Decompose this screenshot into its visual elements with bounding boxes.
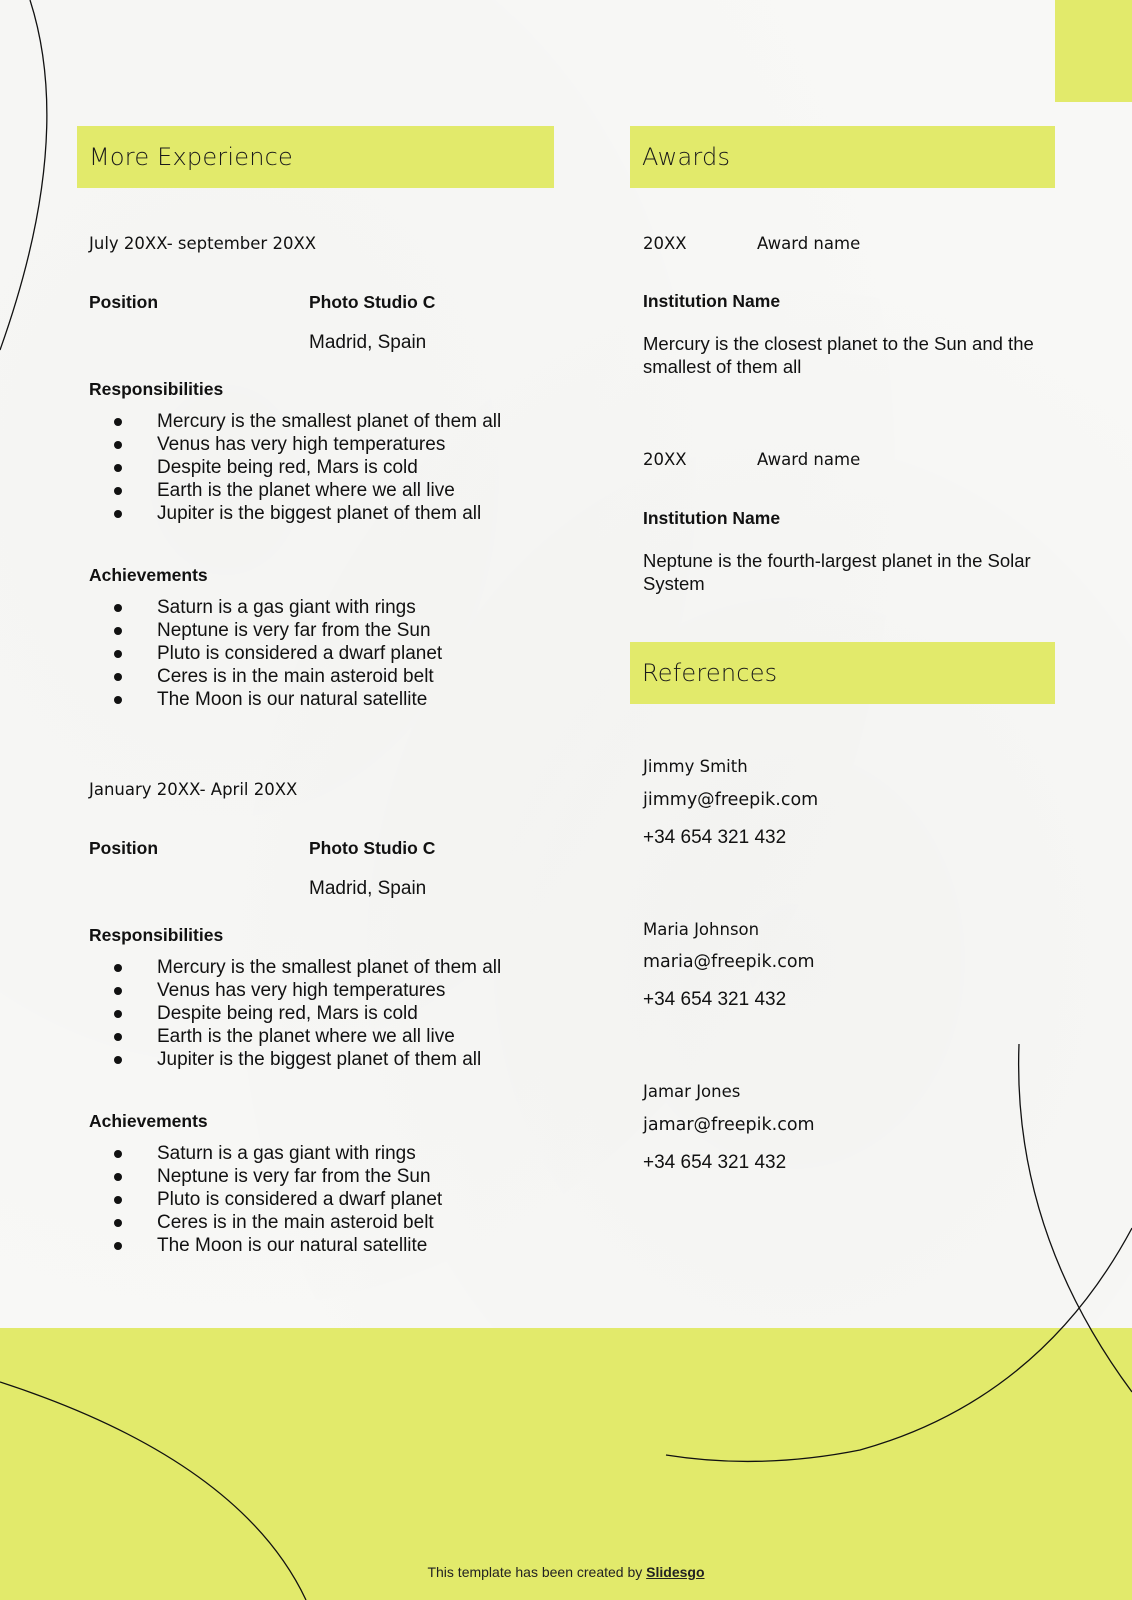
reference-1-email[interactable]: jimmy@freepik.com — [643, 790, 819, 810]
list-item: Neptune is very far from the Sun — [89, 1165, 442, 1188]
experience-2-responsibilities-list — [89, 956, 501, 1071]
award-2-institution: Institution Name — [643, 508, 781, 528]
list-item: Ceres is in the main asteroid belt — [89, 1211, 442, 1234]
corner-accent-block — [1055, 0, 1132, 102]
list-item: Mercury is the smallest planet of them all — [89, 956, 501, 979]
slidesgo-link[interactable]: Slidesgo — [646, 1564, 705, 1580]
list-item: The Moon is our natural satellite — [89, 1234, 442, 1257]
experience-2-location: Madrid, Spain — [309, 878, 427, 899]
experience-1-company: Photo Studio C — [309, 292, 436, 312]
reference-1-phone: +34 654 321 432 — [643, 827, 787, 848]
experience-1-location: Madrid, Spain — [309, 332, 427, 353]
list-item: Earth is the planet where we all live — [89, 1025, 501, 1048]
experience-2-achievements-label: Achievements — [89, 1111, 208, 1131]
references-header — [630, 642, 1055, 704]
awards-title: Awards — [642, 143, 731, 171]
reference-3-phone: +34 654 321 432 — [643, 1152, 787, 1173]
list-item: Ceres is in the main asteroid belt — [89, 665, 442, 688]
experience-2-company: Photo Studio C — [309, 838, 436, 858]
experience-1-responsibilities-list — [89, 410, 501, 525]
credit-text: This template has been created by — [427, 1564, 647, 1580]
experience-1-responsibilities-label: Responsibilities — [89, 379, 224, 399]
list-item: The Moon is our natural satellite — [89, 688, 442, 711]
list-item: Pluto is considered a dwarf planet — [89, 642, 442, 665]
list-item: Despite being red, Mars is cold — [89, 456, 501, 479]
reference-3-name: Jamar Jones — [643, 1082, 741, 1101]
list-item: Despite being red, Mars is cold — [89, 1002, 501, 1025]
awards-header — [630, 126, 1055, 188]
list-item: Venus has very high temperatures — [89, 979, 501, 1002]
award-2-name: Award name — [757, 450, 861, 469]
footer-accent-band — [0, 1328, 1132, 1600]
list-item: Jupiter is the biggest planet of them all — [89, 502, 501, 525]
reference-2-phone: +34 654 321 432 — [643, 989, 787, 1010]
template-credit — [0, 1564, 1132, 1580]
award-2-description: Neptune is the fourth-largest planet in the Solar System — [643, 550, 1031, 594]
list-item: Earth is the planet where we all live — [89, 479, 501, 502]
experience-2-responsibilities-label: Responsibilities — [89, 925, 224, 945]
list-item: Mercury is the smallest planet of them all — [89, 410, 501, 433]
references-title: References — [642, 659, 778, 687]
award-1-description: Mercury is the closest planet to the Sun and the smallest of them all — [643, 333, 1034, 377]
award-1-year: 20XX — [643, 234, 687, 253]
award-1-name: Award name — [757, 234, 861, 253]
list-item: Saturn is a gas giant with rings — [89, 1142, 442, 1165]
reference-3-email[interactable]: jamar@freepik.com — [643, 1115, 815, 1135]
experience-1-achievements-list — [89, 596, 442, 711]
list-item: Venus has very high temperatures — [89, 433, 501, 456]
experience-1-dates: July 20XX- september 20XX — [89, 234, 317, 253]
list-item: Saturn is a gas giant with rings — [89, 596, 442, 619]
experience-1-position-label: Position — [89, 292, 159, 312]
experience-2-position-label: Position — [89, 838, 159, 858]
more-experience-title: More Experience — [89, 143, 293, 171]
award-1-institution: Institution Name — [643, 291, 781, 311]
experience-2-dates: January 20XX- April 20XX — [89, 780, 298, 799]
experience-1-achievements-label: Achievements — [89, 565, 208, 585]
more-experience-header — [77, 126, 554, 188]
reference-2-email[interactable]: maria@freepik.com — [643, 952, 815, 972]
experience-2-achievements-list — [89, 1142, 442, 1257]
list-item: Pluto is considered a dwarf planet — [89, 1188, 442, 1211]
award-2-year: 20XX — [643, 450, 687, 469]
list-item: Jupiter is the biggest planet of them all — [89, 1048, 501, 1071]
reference-2-name: Maria Johnson — [643, 920, 760, 939]
list-item: Neptune is very far from the Sun — [89, 619, 442, 642]
reference-1-name: Jimmy Smith — [643, 757, 748, 776]
